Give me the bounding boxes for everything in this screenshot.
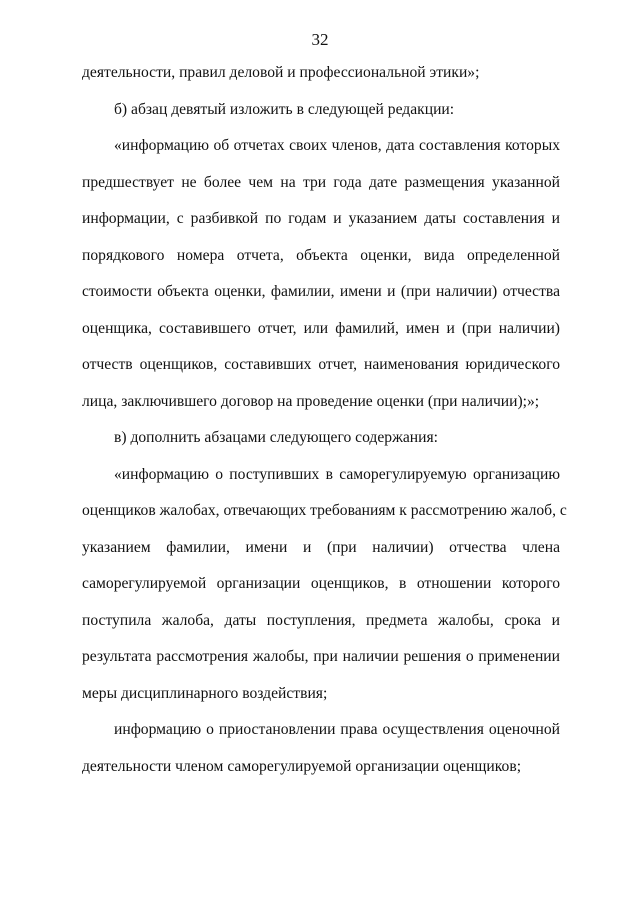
text-line: указанием фамилии, имени и (при наличии) отчества члена — [82, 538, 560, 556]
text-line: предшествует не более чем на три года дате размещения указанной — [82, 173, 560, 191]
text-line: информацию о приостановлении права осуществления оценочной — [114, 721, 560, 738]
text-line: стоимости объекта оценки, фамилии, имени и (при наличии) отчества — [82, 283, 560, 300]
text-line: оценщика, составившего отчет, или фамилий, имен и (при наличии) — [82, 319, 560, 337]
text-line: б) абзац девятый изложить в следующей редакции: — [114, 100, 455, 118]
text-line: порядкового номера отчета, объекта оценки, вида определенной — [82, 246, 560, 264]
text-line: результата рассмотрения жалобы, при наличии решения о применении — [82, 648, 560, 665]
text-line: «информацию об отчетах своих членов, дата составления которых — [114, 137, 560, 154]
text-line: в) дополнить абзацами следующего содержания: — [114, 429, 438, 446]
text-line: деятельности, правил деловой и профессиональной этики»; — [82, 64, 480, 81]
text-line: поступила жалоба, даты поступления, предмета жалобы, срока и — [82, 611, 560, 629]
text-line: саморегулируемой организации оценщиков, в отношении которого — [82, 575, 560, 592]
text-line: информации, с разбивкой по годам и указанием даты составления и — [82, 210, 560, 227]
text-line: «информацию о поступивших в саморегулируемую организацию — [114, 465, 560, 483]
page-number: 32 — [311, 30, 329, 49]
text-line: меры дисциплинарного воздействия; — [82, 684, 328, 702]
text-line: деятельности членом саморегулируемой организации оценщиков; — [82, 757, 522, 775]
text-line: лица, заключившего договор на проведение оценки (при наличии);»; — [82, 392, 540, 410]
text-line: отчеств оценщиков, составивших отчет, наименования юридического — [82, 356, 560, 373]
text-line: оценщиков жалобах, отвечающих требованиям к рассмотрению жалоб, с — [82, 502, 567, 519]
document-body — [82, 55, 567, 785]
